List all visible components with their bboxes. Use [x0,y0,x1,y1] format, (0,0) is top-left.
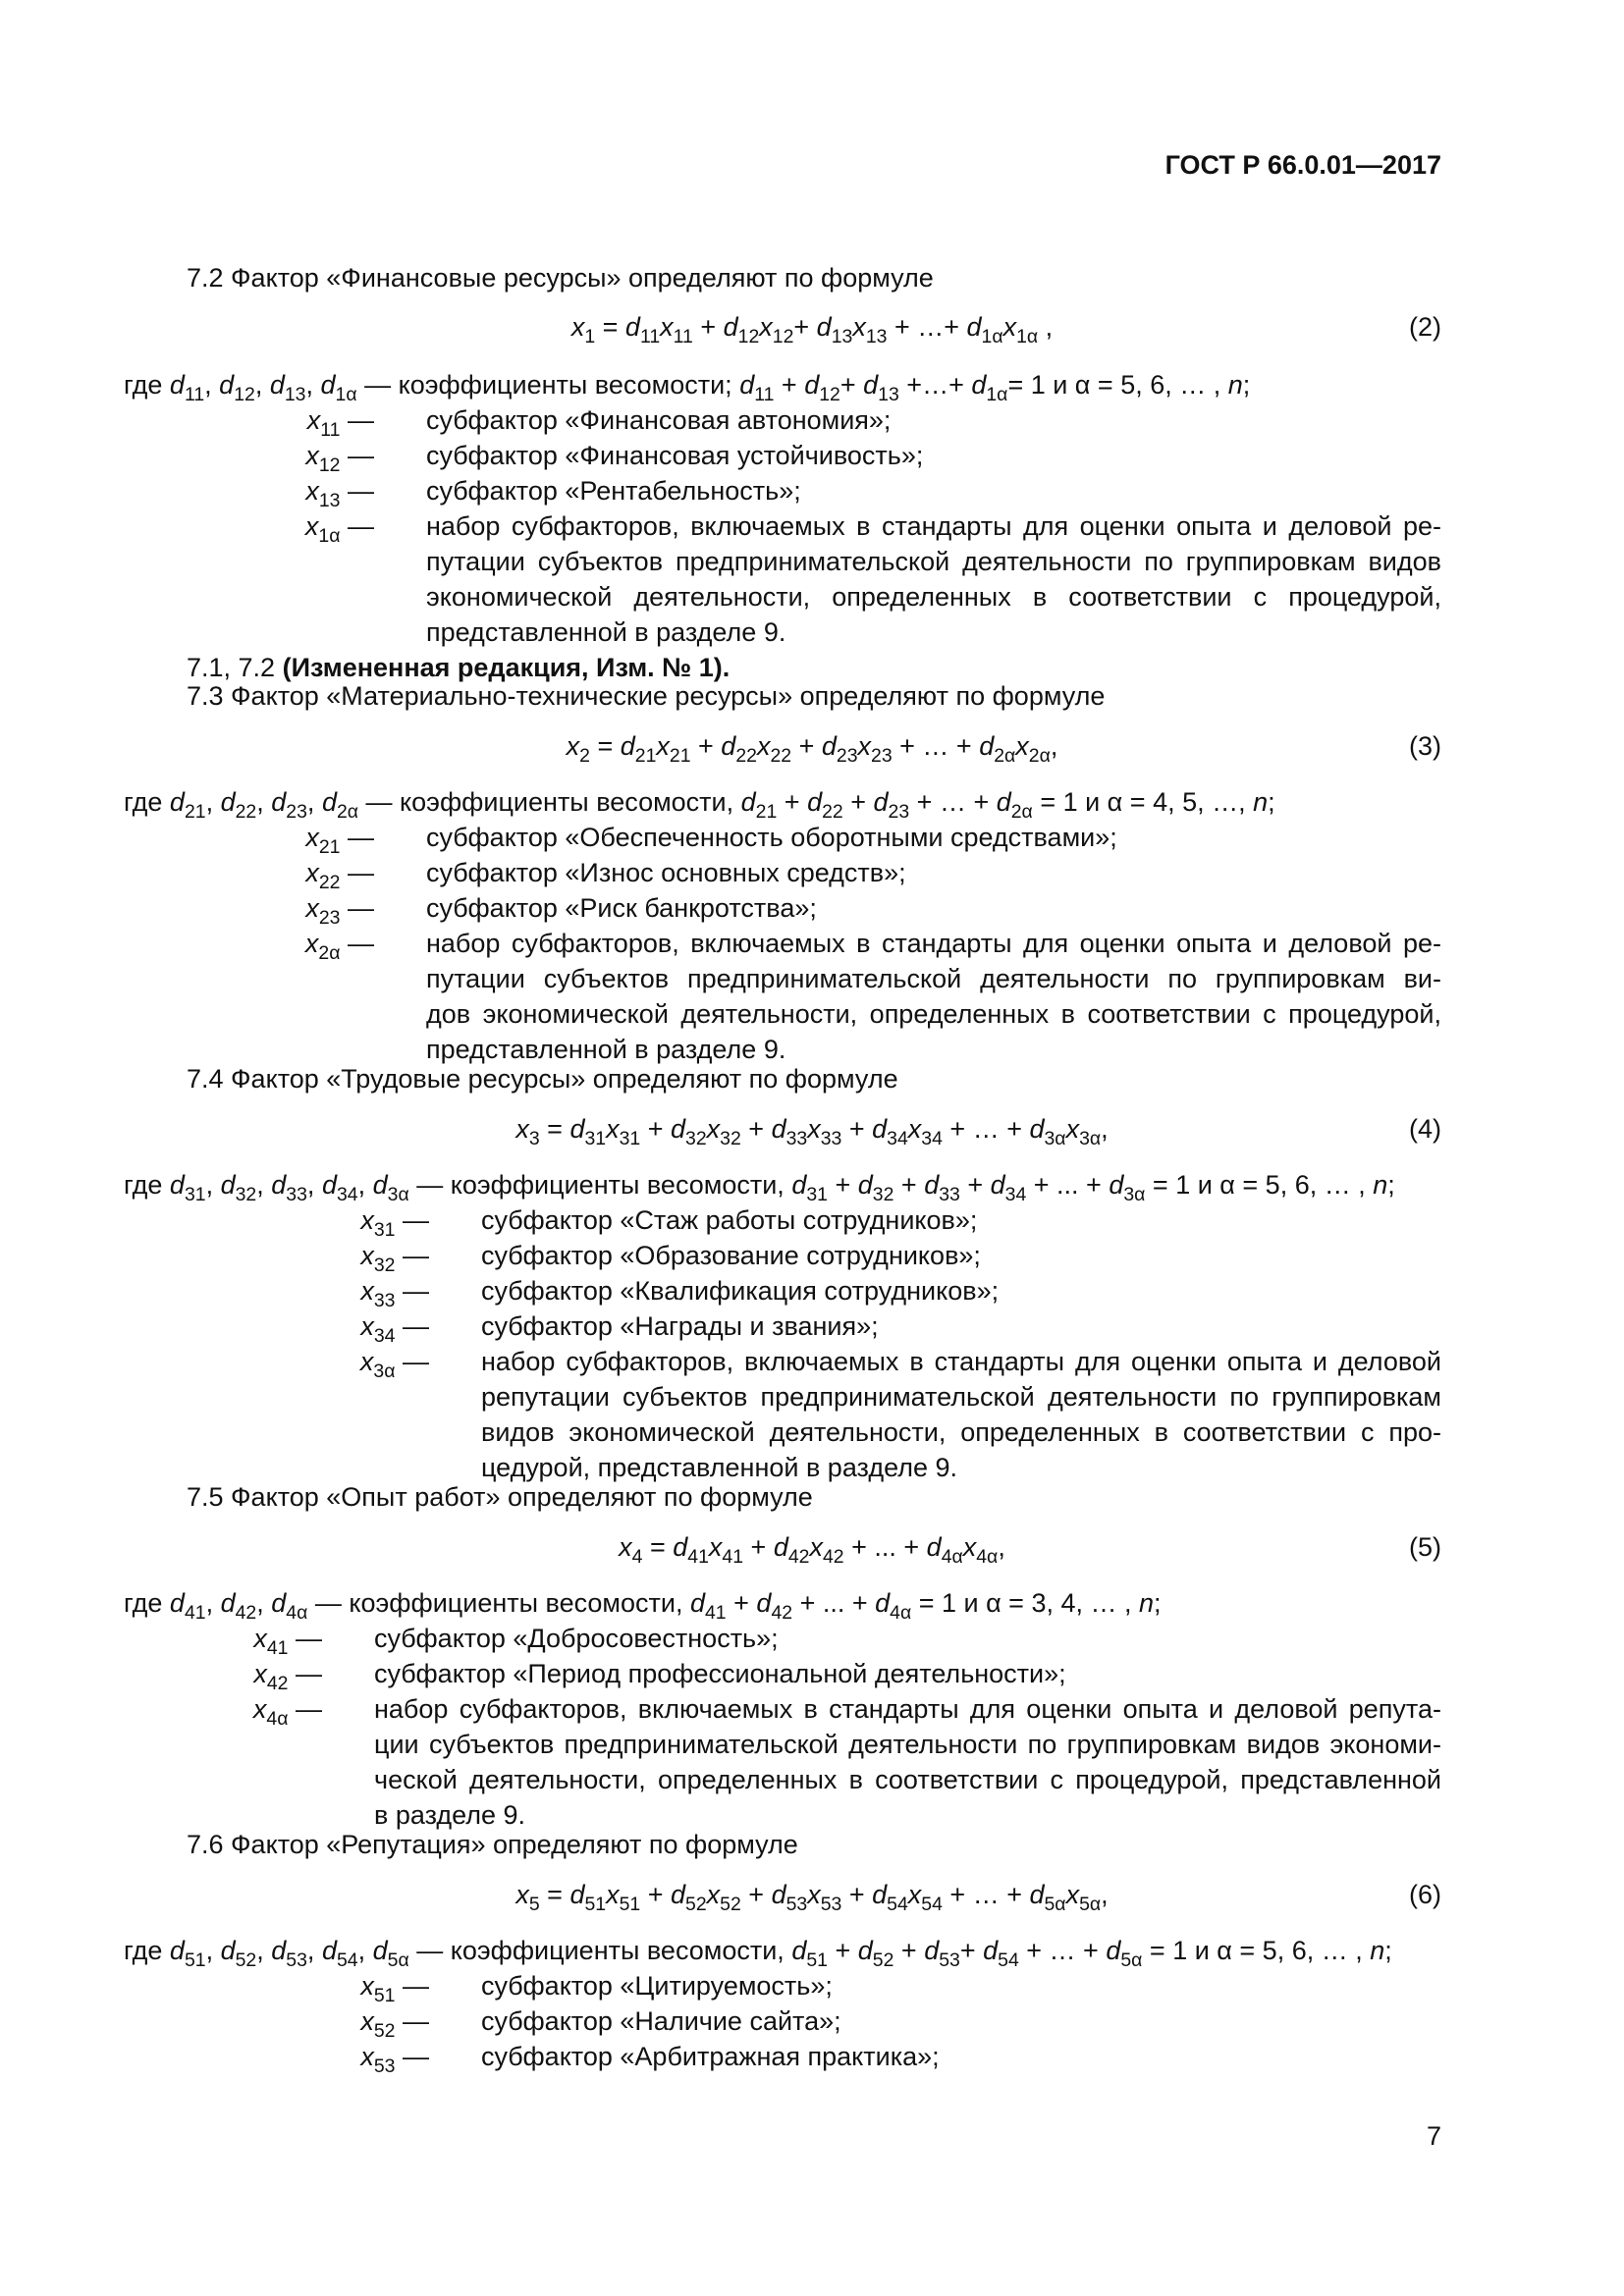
symbol-x3a: $x_{3\alpha}$ — [359,1347,429,1382]
symbol-x21: $x_{21}$ — [305,823,374,858]
page-number: 7 [1426,2121,1441,2151]
coeff-label: коэффициенты весомости, [450,1936,785,1965]
symbol-x13: $x_{13}$ — [305,476,374,511]
symbol-x31: $x_{31}$ — [360,1205,429,1241]
coeff-label: коэффициенты весомости, [400,787,734,817]
formula-5: $x_4 = d_{41}x_{41} + d_{42}x_{42}$ + ... + $d_{4\alpha}x_{4\alpha}$, [619,1532,1005,1568]
symbol-x34: $x_{34}$ — [360,1311,429,1347]
amendment-bold: (Измененная редакция, Изм. № 1). [282,653,731,682]
coeff-label: коэффициенты весомости, [349,1588,683,1618]
where-row-6-coeff: где $d_{51}$, $d_{52}$, $d_{53}$, $d_{54}$, $d_{5\alpha}$ — коэффициенты весомости, $d_{51} + d_{52} + d_{53}+ d_{54}$ + … + $d_{5\alpha} = 1$ и α = 5, 6, … , n; [124,1936,1392,1971]
symbol-x42: $x_{42}$ — [253,1659,322,1694]
symbol-x2a: $x_{2\alpha}$ — [304,929,374,964]
symbol-x53: $x_{53}$ — [360,2042,429,2077]
formula-4-number: (4) [1409,1114,1441,1144]
clause-7-2-text: 7.2 Фактор «Финансовые ресурсы» определяют по формуле [187,263,934,293]
subfactor-set-line: представленной в разделе 9. [426,1035,786,1064]
subfactor-set-line: дов экономической деятельности, определенных в соответствии с процедурой, [426,999,1441,1029]
formula-6: $x_5 = d_{51}x_{51} + d_{52}x_{52} + d_{53}x_{53} + d_{54}x_{54}$ + … + $d_{5\alpha}x_{5\alpha}$, [515,1880,1109,1915]
subfactor-set-line: ческой деятельности, определенных в соответствии с процедурой, представленной [374,1765,1441,1794]
subfactor-x11: субфактор «Финансовая автономия»; [426,405,892,435]
subfactor-set-line: в разделе 9. [374,1800,526,1830]
subfactor-x12: субфактор «Финансовая устойчивость»; [426,441,924,470]
subfactor-x51: субфактор «Цитируемость»; [481,1971,833,2001]
symbol-x23: $x_{23}$ — [305,893,374,929]
subfactor-set-line: ции субъектов предпринимательской деятельности по группировкам видов экономи- [374,1730,1441,1759]
subfactor-set-line: путации субъектов предпринимательской деятельности по группировкам видов [426,547,1441,576]
subfactor-set-line: представленной в разделе 9. [426,617,786,647]
formula-4: $x_3 = d_{31}x_{31} + d_{32}x_{32} + d_{33}x_{33} + d_{34}x_{34}$ + … + $d_{3\alpha}x_{3\alpha}$, [515,1114,1109,1149]
symbol-x11: $x_{11}$ — [306,405,374,441]
subfactor-x23: субфактор «Риск банкротства»; [426,893,817,923]
subfactor-x13: субфактор «Рентабельность»; [426,476,801,506]
formula-2-number: (2) [1409,312,1441,342]
clause-7-3-text: 7.3 Фактор «Материально-технические ресурсы» определяют по формуле [187,681,1106,711]
subfactor-x53: субфактор «Арбитражная практика»; [481,2042,940,2071]
subfactor-set-line: набор субфакторов, включаемых в стандарты для оценки опыта и деловой репута- [374,1694,1441,1724]
subfactor-x32: субфактор «Образование сотрудников»; [481,1241,981,1270]
subfactor-x33: субфактор «Квалификация сотрудников»; [481,1276,1000,1306]
symbol-x22: $x_{22}$ — [305,858,374,893]
clause-7-5-text: 7.5 Фактор «Опыт работ» определяют по формуле [187,1482,813,1512]
symbol-x1a: $x_{1\alpha}$ — [304,511,374,547]
subfactor-x31: субфактор «Стаж работы сотрудников»; [481,1205,978,1235]
coeff-label: коэффициенты весомости; [398,370,732,400]
subfactor-set-line: путации субъектов предпринимательской деятельности по группировкам ви- [426,964,1441,993]
subfactor-set-line: набор субфакторов, включаемых в стандарты для оценки опыта и деловой [481,1347,1441,1376]
symbol-x33: $x_{33}$ — [360,1276,429,1311]
standard-designation: ГОСТ Р 66.0.01—2017 [1164,150,1441,180]
amendment-prefix: 7.1, 7.2 [187,653,283,682]
subfactor-x52: субфактор «Наличие сайта»; [481,2006,841,2036]
symbol-x51: $x_{51}$ — [360,1971,429,2006]
subfactor-x34: субфактор «Награды и звания»; [481,1311,879,1341]
coeff-label: коэффициенты весомости, [450,1170,785,1200]
where-row-3-coeff: где $d_{21}$, $d_{22}$, $d_{23}$, $d_{2\alpha}$ — коэффициенты весомости, $d_{21} + d_{22} + d_{23}$ + … + $d_{2\alpha} = 1$ и α = 4, 5, …, n; [124,787,1275,823]
subfactor-set-line: видов экономической деятельности, определенных в соответствии с про- [481,1417,1441,1447]
subfactor-set-line: набор субфакторов, включаемых в стандарты для оценки опыта и деловой ре- [426,929,1441,958]
where-row-4-coeff: где $d_{31}$, $d_{32}$, $d_{33}$, $d_{34}$, $d_{3\alpha}$ — коэффициенты весомости, $d_{31} + d_{32} + d_{33} + d_{34}$ + ... + $d_{3\alpha} = 1$ и α = 5, 6, … , n; [124,1170,1395,1205]
symbol-x12: $x_{12}$ — [305,441,374,476]
where-row-5-coeff: где $d_{41}$, $d_{42}$, $d_{4\alpha}$ — коэффициенты весомости, $d_{41} + d_{42}$ + ... + $d_{4\alpha} = 1$ и α = 3, 4, … , n; [124,1588,1162,1624]
subfactor-set-line: экономической деятельности, определенных в соответствии с процедурой, [426,582,1441,612]
subfactor-x42: субфактор «Период профессиональной деятельности»; [374,1659,1066,1688]
subfactor-set-line: цедурой, представленной в разделе 9. [481,1453,957,1482]
subfactor-x41: субфактор «Добросовестность»; [374,1624,779,1653]
subfactor-set-line: репутации субъектов предпринимательской деятельности по группировкам [481,1382,1441,1412]
symbol-x32: $x_{32}$ — [360,1241,429,1276]
where-row-2-coeff: где $d_{11}$, $d_{12}$, $d_{13}$, $d_{1\alpha}$ — коэффициенты весомости; $d_{11} + d_{12}+ d_{13}$ +…+ $d_{1\alpha}= 1$ и α = 5, 6, … , n; [124,370,1251,405]
formula-3-number: (3) [1409,731,1441,761]
symbol-x52: $x_{52}$ — [360,2006,429,2042]
formula-3: $x_2 = d_{21}x_{21} + d_{22}x_{22} + d_{23}x_{23}$ + … + $d_{2\alpha}x_{2\alpha}$, [566,731,1058,767]
symbol-x41: $x_{41}$ — [253,1624,322,1659]
formula-6-number: (6) [1409,1880,1441,1909]
formula-5-number: (5) [1409,1532,1441,1562]
symbol-x4a: $x_{4\alpha}$ — [252,1694,322,1730]
clause-7-6-text: 7.6 Фактор «Репутация» определяют по формуле [187,1830,798,1859]
subfactor-x22: субфактор «Износ основных средств»; [426,858,906,887]
subfactor-set-line: набор субфакторов, включаемых в стандарты для оценки опыта и деловой ре- [426,511,1441,541]
clause-7-4-text: 7.4 Фактор «Трудовые ресурсы» определяют по формуле [187,1064,898,1094]
formula-2: $x_1 = d_{11}x_{11} + d_{12}x_{12}+ d_{13}x_{13}$ + …+ $d_{1\alpha}x_{1\alpha}$ , [570,312,1054,347]
subfactor-x21: субфактор «Обеспеченность оборотными средствами»; [426,823,1117,852]
